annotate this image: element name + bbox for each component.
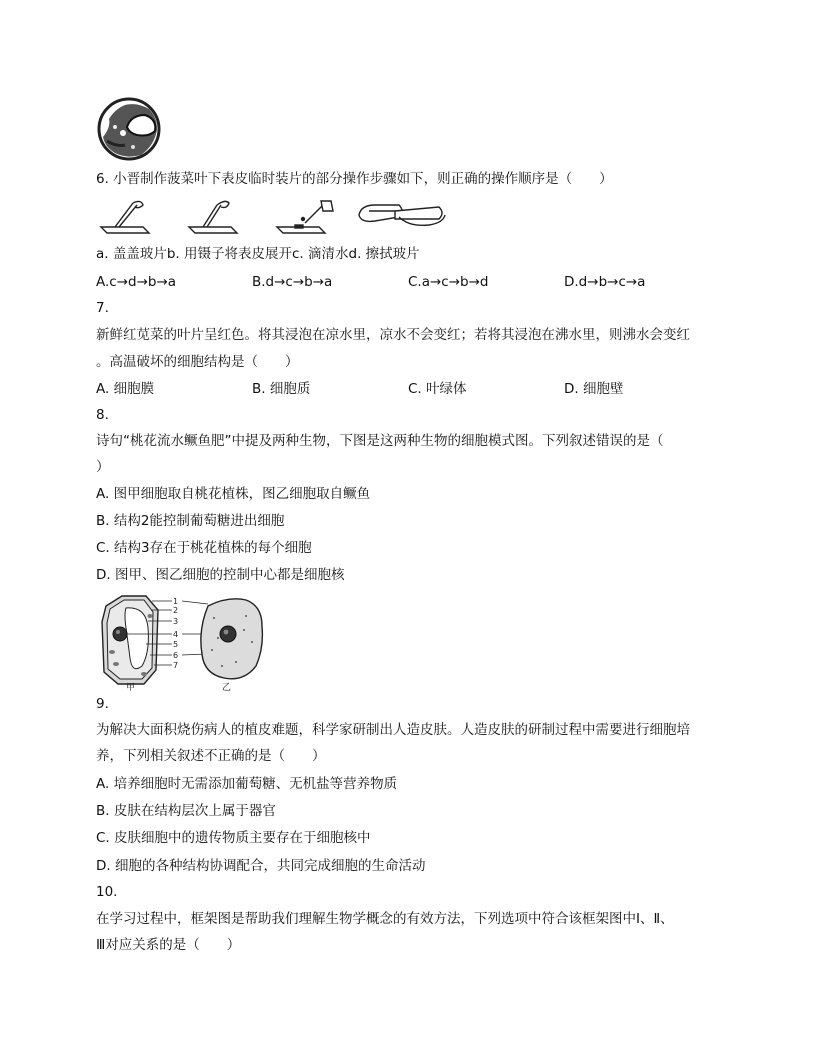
- q8-figure-label-7: 7: [173, 661, 179, 670]
- q10-stem-line1: 在学习过程中，框架图是帮助我们理解生物学概念的有效方法，下列选项中符合该框架图中Ⅰ、Ⅱ、: [96, 911, 674, 927]
- q6-option-b: B.d→c→b→a: [252, 274, 333, 290]
- plant-cell-diagram: [102, 596, 158, 684]
- q8-option-a: A. 图甲细胞取自桃花植株，图乙细胞取自鳜鱼: [96, 486, 371, 502]
- q8-figure-caption-left: 甲: [126, 683, 136, 692]
- q8-stem-line2: ）: [96, 459, 110, 475]
- q6-option-d: D.d→b→c→a: [564, 274, 646, 290]
- q8-figure-label-2: 2: [173, 606, 179, 615]
- q6-steps-figure: [99, 197, 449, 239]
- q9-option-a: A. 培养细胞时无需添加葡萄糖、无机盐等营养物质: [96, 776, 398, 792]
- q6-steps: a. 盖盖玻片b. 用镊子将表皮展开c. 滴清水d. 擦拭玻片: [96, 246, 420, 262]
- q8-option-b: B. 结构2能控制葡萄糖进出细胞: [96, 513, 285, 529]
- q8-number: 8.: [96, 407, 109, 423]
- q7-stem-line2: 。高温破坏的细胞结构是（ ）: [96, 354, 299, 370]
- q9-stem-line1: 为解决大面积烧伤病人的植皮难题，科学家研制出人造皮肤。人造皮肤的研制过程中需要进行细胞培: [96, 722, 690, 738]
- q8-figure-label-5: 5: [173, 640, 179, 649]
- q9-option-c: C. 皮肤细胞中的遗传物质主要存在于细胞核中: [96, 830, 371, 846]
- q10-stem-line2: Ⅲ对应关系的是（ ）: [96, 937, 241, 953]
- animal-cell-diagram: [201, 599, 263, 679]
- q8-option-c: C. 结构3存在于桃花植株的每个细胞: [96, 540, 312, 556]
- q8-figure-caption-right: 乙: [222, 683, 232, 692]
- q10-number: 10.: [96, 884, 118, 900]
- q8-figure-label-3: 3: [173, 617, 179, 626]
- q9-stem-line2: 养，下列相关叙述不正确的是（ ）: [96, 748, 326, 764]
- q8-figure-label-6: 6: [173, 651, 179, 660]
- q7-option-b: B. 细胞质: [252, 381, 311, 397]
- q9-option-b: B. 皮肤在结构层次上属于器官: [96, 803, 276, 819]
- q9-option-d: D. 细胞的各种结构协调配合，共同完成细胞的生命活动: [96, 858, 426, 874]
- q7-number: 7.: [96, 300, 109, 316]
- q8-figure-label-1: 1: [173, 597, 179, 606]
- q6-option-c: C.a→c→b→d: [408, 274, 489, 290]
- q7-option-a: A. 细胞膜: [96, 381, 155, 397]
- q8-cell-figure: [96, 592, 276, 692]
- q8-stem-line1: 诗句“桃花流水鳜鱼肥”中提及两种生物，下图是这两种生物的细胞模式图。下列叙述错误的是（: [96, 433, 664, 449]
- q9-number: 9.: [96, 696, 109, 712]
- q7-option-c: C. 叶绿体: [408, 381, 467, 397]
- q6-option-a: A.c→d→b→a: [96, 274, 177, 290]
- microscope-view-image: [97, 97, 163, 161]
- q8-option-d: D. 图甲、图乙细胞的控制中心都是细胞核: [96, 567, 345, 583]
- q6-stem: 6. 小晋制作菠菜叶下表皮临时装片的部分操作步骤如下，则正确的操作顺序是（ ）: [96, 171, 613, 187]
- q7-stem-line1: 新鲜红苋菜的叶片呈红色。将其浸泡在凉水里，凉水不会变红；若将其浸泡在沸水里，则沸水会变红: [96, 327, 690, 343]
- q8-figure-label-4: 4: [173, 630, 179, 639]
- q7-option-d: D. 细胞壁: [564, 381, 624, 397]
